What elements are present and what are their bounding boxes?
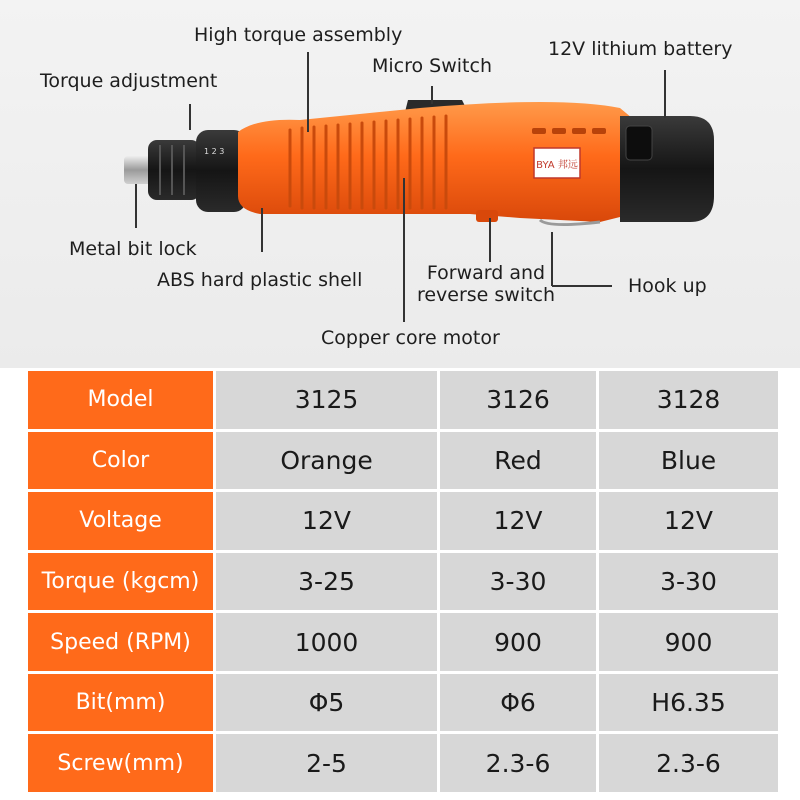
- fr-switch: [476, 210, 498, 222]
- table-cell: 3126: [437, 371, 596, 432]
- table-cell: 3128: [596, 371, 778, 432]
- chuck-collar: [148, 140, 200, 200]
- callout-fr-switch: [414, 262, 558, 306]
- table-row: [28, 432, 778, 493]
- row-header: Screw(mm): [28, 734, 213, 795]
- svg-text:1 2 3: 1 2 3: [204, 147, 225, 156]
- table-cell: 12V: [437, 492, 596, 553]
- product-diagram-panel: [0, 0, 800, 368]
- row-header: Bit(mm): [28, 674, 213, 735]
- callout-motor: Copper core motor: [321, 327, 500, 349]
- callout-shell: ABS hard plastic shell: [157, 269, 363, 291]
- table-cell: 3-30: [437, 553, 596, 614]
- table-cell: 2.3-6: [437, 734, 596, 795]
- spec-table: [28, 371, 778, 795]
- table-cell: 12V: [213, 492, 437, 553]
- table-row: [28, 613, 778, 674]
- callout-torque-adjustment: Torque adjustment: [40, 70, 218, 92]
- callout-battery: 12V lithium battery: [548, 38, 733, 60]
- table-row: [28, 734, 778, 795]
- callout-high-torque: High torque assembly: [194, 24, 403, 46]
- table-cell: 2-5: [213, 734, 437, 795]
- table-cell: 12V: [596, 492, 778, 553]
- table-cell: 3-30: [596, 553, 778, 614]
- row-header: Voltage: [28, 492, 213, 553]
- table-cell: Orange: [213, 432, 437, 493]
- table-cell: H6.35: [596, 674, 778, 735]
- callout-fr-switch-line2: reverse switch: [416, 284, 556, 306]
- callout-hook: Hook up: [628, 275, 707, 297]
- row-header: Speed (RPM): [28, 613, 213, 674]
- callout-bit-lock: Metal bit lock: [69, 238, 197, 260]
- table-row: [28, 553, 778, 614]
- table-cell: Blue: [596, 432, 778, 493]
- row-header: Color: [28, 432, 213, 493]
- table-cell: 3-25: [213, 553, 437, 614]
- table-cell: 2.3-6: [596, 734, 778, 795]
- table-row: [28, 674, 778, 735]
- table-cell: Φ6: [437, 674, 596, 735]
- table-cell: 1000: [213, 613, 437, 674]
- table-row: [28, 492, 778, 553]
- callout-fr-switch-line1: Forward and: [426, 262, 546, 284]
- table-cell: 900: [437, 613, 596, 674]
- callout-micro-switch: Micro Switch: [372, 55, 492, 77]
- table-cell: Φ5: [213, 674, 437, 735]
- svg-text:BYA 邦远: BYA 邦远: [536, 160, 578, 171]
- table-cell: Red: [437, 432, 596, 493]
- row-header: Model: [28, 371, 213, 432]
- table-cell: 3125: [213, 371, 437, 432]
- table-row: [28, 371, 778, 432]
- row-header: Torque (kgcm): [28, 553, 213, 614]
- table-cell: 900: [596, 613, 778, 674]
